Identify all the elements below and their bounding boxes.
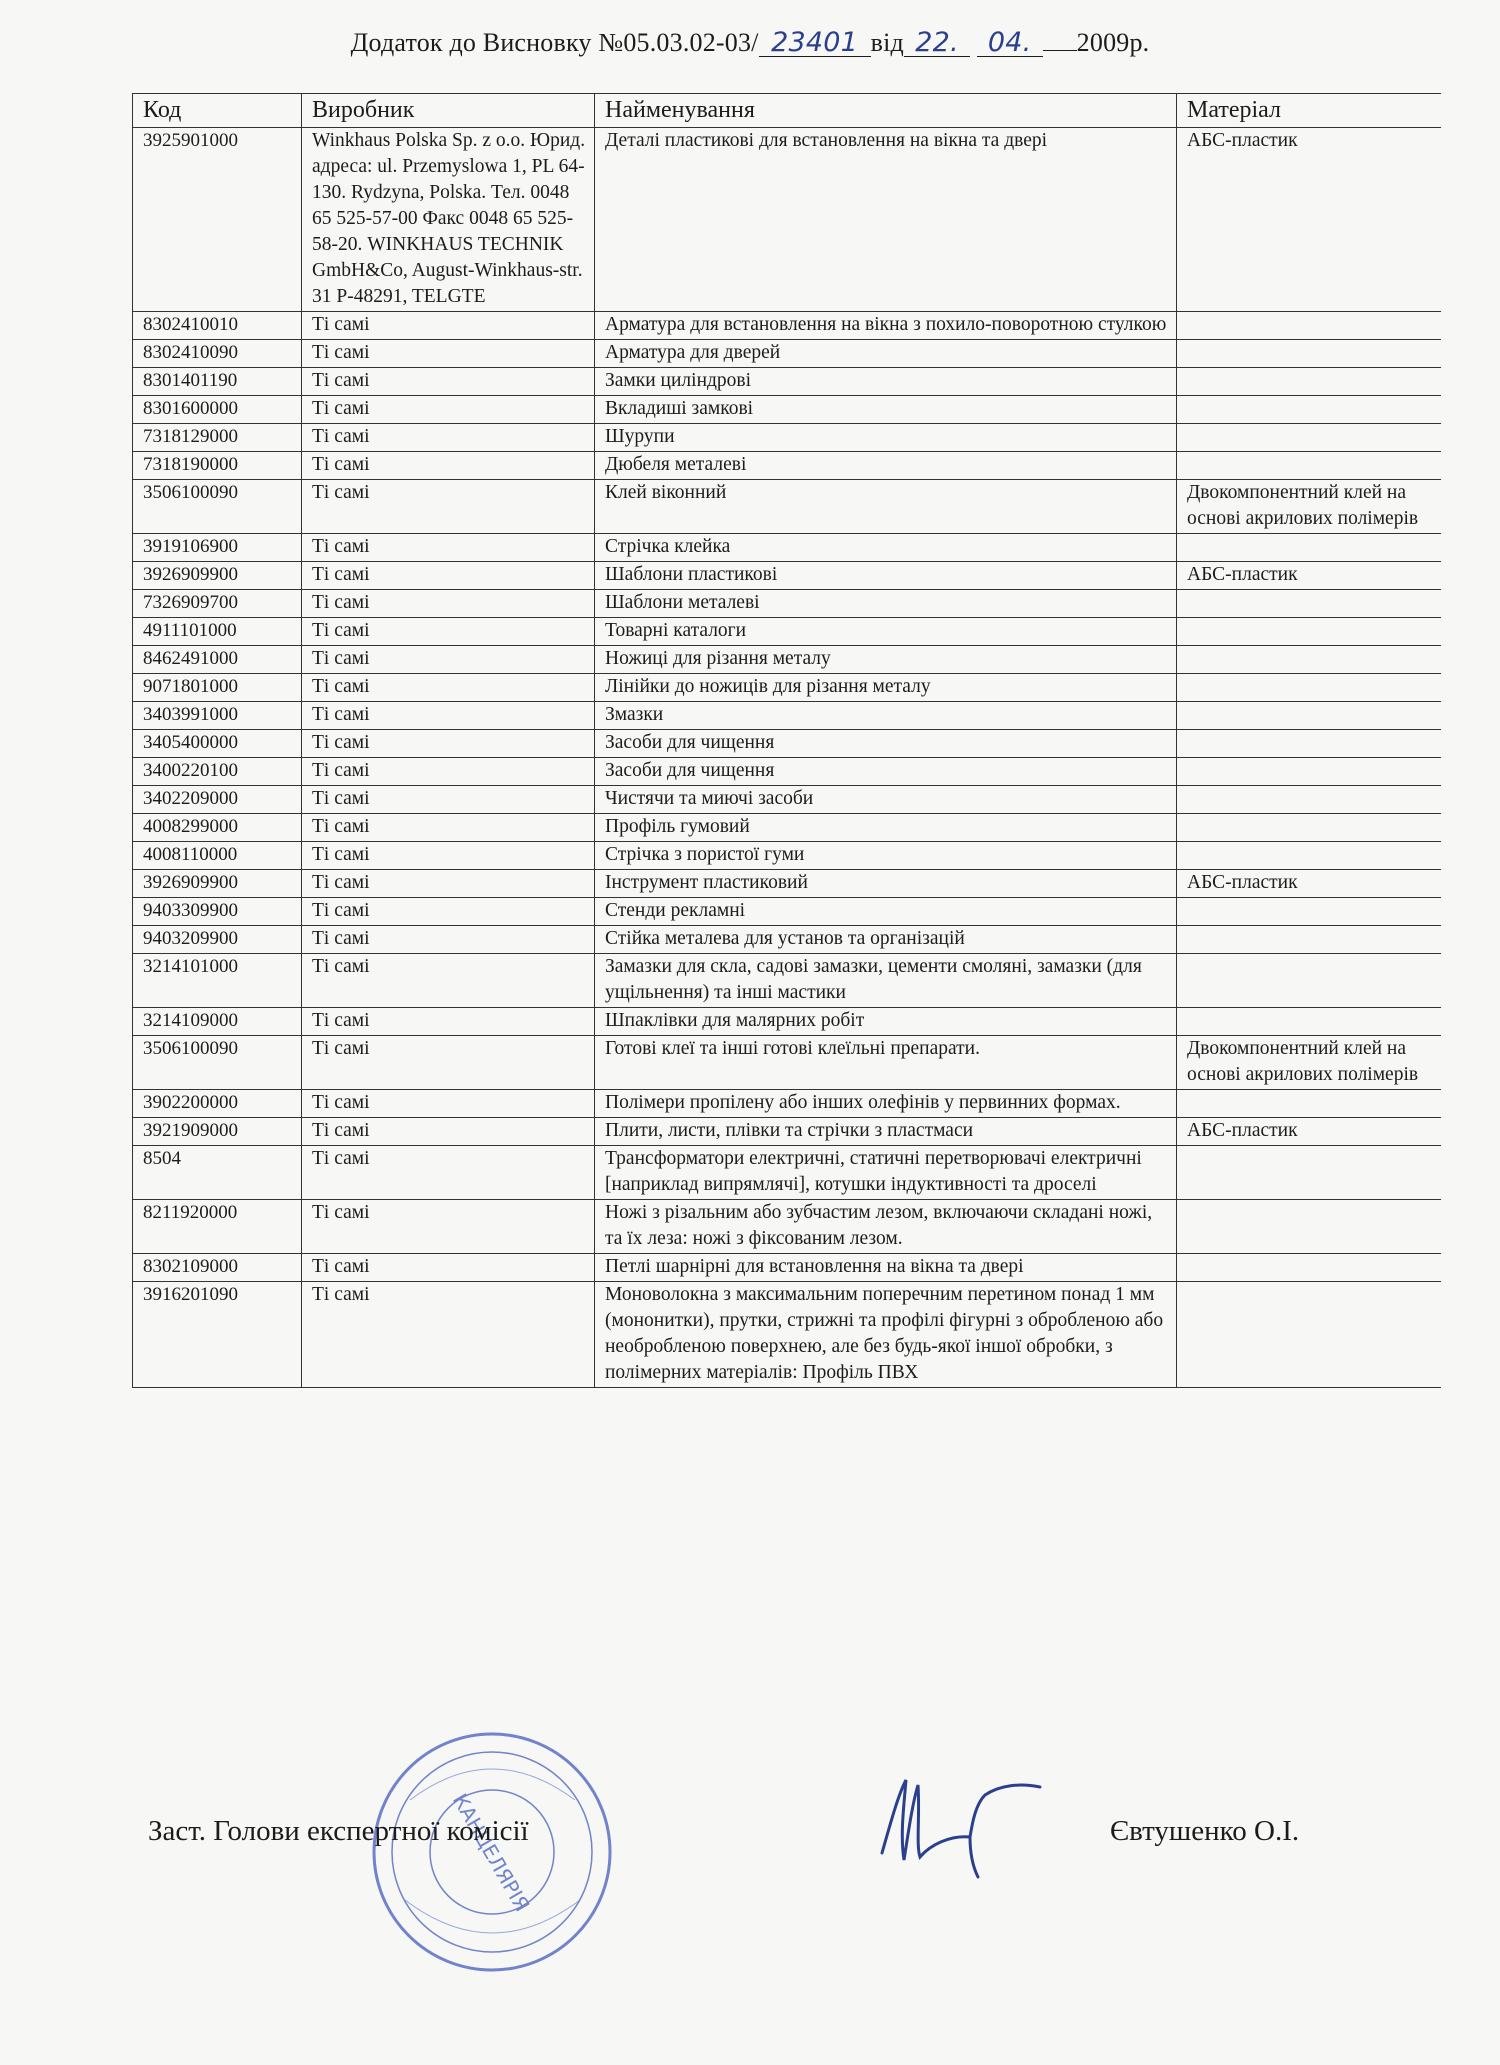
cell-name: Стрічка клейка — [595, 534, 1177, 562]
table-row — [133, 1146, 1441, 1200]
cell-maker: Ті самі — [302, 1008, 595, 1036]
cell-material — [1177, 926, 1441, 954]
cell-name: Арматура для встановлення на вікна з похило-поворотною стулкою — [595, 312, 1177, 340]
cell-name: Плити, листи, плівки та стрічки з пластмаси — [595, 1118, 1177, 1146]
cell-name: Шаблони пластикові — [595, 562, 1177, 590]
cell-code: 3919106900 — [133, 534, 302, 562]
table-row — [133, 1282, 1441, 1388]
table-row — [133, 312, 1441, 340]
table-row — [133, 396, 1441, 424]
cell-maker: Ті самі — [302, 340, 595, 368]
cell-name: Замки циліндрові — [595, 368, 1177, 396]
table-row — [133, 646, 1441, 674]
cell-name: Трансформатори електричні, статичні перетворювачі електричні [наприклад випрямлячі], котушки індуктивності та дроселі — [595, 1146, 1177, 1200]
cell-maker: Ті самі — [302, 590, 595, 618]
cell-code: 8462491000 — [133, 646, 302, 674]
title-from: від — [870, 28, 904, 57]
cell-maker: Ті самі — [302, 424, 595, 452]
cell-code: 3506100090 — [133, 1036, 302, 1090]
cell-code: 3902200000 — [133, 1090, 302, 1118]
cell-code: 7326909700 — [133, 590, 302, 618]
cell-maker: Ті самі — [302, 1282, 595, 1388]
cell-material — [1177, 646, 1441, 674]
cell-name: Петлі шарнірні для встановлення на вікна та двері — [595, 1254, 1177, 1282]
cell-material: АБС-пластик — [1177, 562, 1441, 590]
cell-code: 8302410090 — [133, 340, 302, 368]
table-row — [133, 368, 1441, 396]
table-row — [133, 758, 1441, 786]
cell-name: Засоби для чищення — [595, 758, 1177, 786]
cell-maker: Ті самі — [302, 618, 595, 646]
cell-name: Вкладиші замкові — [595, 396, 1177, 424]
cell-maker: Ті самі — [302, 1200, 595, 1254]
cell-code: 8504 — [133, 1146, 302, 1200]
cell-maker: Ті самі — [302, 1254, 595, 1282]
cell-maker: Ті самі — [302, 1090, 595, 1118]
title-year: 2009р. — [1076, 28, 1150, 57]
cell-material — [1177, 312, 1441, 340]
cell-name: Моноволокна з максимальним поперечним перетином понад 1 мм (мононитки), прутки, стрижні та профілі фігурні з обробленою або необробленою поверхнею, але без будь-якої іншої обробки, з полімерних матеріалів: Профіль ПВХ — [595, 1282, 1177, 1388]
cell-material — [1177, 730, 1441, 758]
title-prefix: Додаток до Висновку №05.03.02-03/ — [350, 28, 759, 57]
cell-code: 3926909900 — [133, 870, 302, 898]
cell-code: 9071801000 — [133, 674, 302, 702]
cell-code: 4911101000 — [133, 618, 302, 646]
table-row — [133, 730, 1441, 758]
cell-code: 4008299000 — [133, 814, 302, 842]
products-table — [132, 93, 1441, 1388]
cell-name: Шаблони металеві — [595, 590, 1177, 618]
cell-maker: Winkhaus Polska Sp. z o.o. Юрид. адреса: ul. Przemyslowa 1, PL 64-130. Rydzyna, Polska. Тел. 0048 65 525-57-00 Факс 0048 65 525-58-20. WINKHAUS TECHNIK GmbH&Co, August-Winkhaus-str. 31 P-48291, TELGTE — [302, 128, 595, 312]
cell-maker: Ті самі — [302, 954, 595, 1008]
cell-material — [1177, 842, 1441, 870]
cell-material — [1177, 396, 1441, 424]
cell-maker: Ті самі — [302, 312, 595, 340]
cell-material — [1177, 758, 1441, 786]
table-row — [133, 814, 1441, 842]
cell-maker: Ті самі — [302, 674, 595, 702]
cell-maker: Ті самі — [302, 870, 595, 898]
cell-code: 3916201090 — [133, 1282, 302, 1388]
cell-name: Дюбеля металеві — [595, 452, 1177, 480]
cell-name: Товарні каталоги — [595, 618, 1177, 646]
cell-material — [1177, 898, 1441, 926]
cell-code: 3403991000 — [133, 702, 302, 730]
cell-name: Клей віконний — [595, 480, 1177, 534]
table-row — [133, 954, 1441, 1008]
cell-maker: Ті самі — [302, 702, 595, 730]
column-header-material: Матеріал — [1177, 94, 1441, 128]
table-row — [133, 898, 1441, 926]
cell-material — [1177, 1090, 1441, 1118]
official-stamp — [370, 1730, 615, 1975]
cell-material — [1177, 1254, 1441, 1282]
cell-code: 9403309900 — [133, 898, 302, 926]
cell-code: 3926909900 — [133, 562, 302, 590]
table-row — [133, 452, 1441, 480]
table-row — [133, 424, 1441, 452]
cell-name: Шурупи — [595, 424, 1177, 452]
table-row — [133, 1036, 1441, 1090]
cell-maker: Ті самі — [302, 898, 595, 926]
cell-material — [1177, 534, 1441, 562]
table-row — [133, 926, 1441, 954]
cell-code: 3506100090 — [133, 480, 302, 534]
cell-code: 3400220100 — [133, 758, 302, 786]
cell-name: Стенди рекламні — [595, 898, 1177, 926]
cell-maker: Ті самі — [302, 368, 595, 396]
cell-material — [1177, 674, 1441, 702]
cell-material — [1177, 1282, 1441, 1388]
cell-material — [1177, 702, 1441, 730]
table-row — [133, 562, 1441, 590]
cell-code: 8301600000 — [133, 396, 302, 424]
cell-material — [1177, 368, 1441, 396]
cell-name: Профіль гумовий — [595, 814, 1177, 842]
cell-name: Стрічка з пористої гуми — [595, 842, 1177, 870]
cell-name: Засоби для чищення — [595, 730, 1177, 758]
cell-material — [1177, 1008, 1441, 1036]
cell-name: Деталі пластикові для встановлення на вікна та двері — [595, 128, 1177, 312]
cell-maker: Ті самі — [302, 480, 595, 534]
cell-name: Змазки — [595, 702, 1177, 730]
cell-maker: Ті самі — [302, 926, 595, 954]
table-body — [133, 128, 1441, 1388]
cell-material: АБС-пластик — [1177, 1118, 1441, 1146]
cell-material — [1177, 424, 1441, 452]
cell-maker: Ті самі — [302, 814, 595, 842]
cell-material: Двокомпонентний клей на основі акрилових полімерів — [1177, 480, 1441, 534]
cell-name: Чистячи та миючі засоби — [595, 786, 1177, 814]
table-row — [133, 340, 1441, 368]
column-header-name: Найменування — [595, 94, 1177, 128]
cell-maker: Ті самі — [302, 842, 595, 870]
cell-material — [1177, 340, 1441, 368]
table-row — [133, 534, 1441, 562]
table-row — [133, 1090, 1441, 1118]
handwritten-month: 04. — [977, 29, 1043, 57]
cell-maker: Ті самі — [302, 786, 595, 814]
cell-material — [1177, 954, 1441, 1008]
cell-name: Шпаклівки для малярних робіт — [595, 1008, 1177, 1036]
table-row — [133, 870, 1441, 898]
cell-code: 3405400000 — [133, 730, 302, 758]
commission-deputy-label: Заст. Голови експертної комісії — [148, 1815, 529, 1847]
cell-code: 9403209900 — [133, 926, 302, 954]
table-row — [133, 480, 1441, 534]
handwritten-day: 22. — [904, 29, 970, 57]
cell-code: 8301401190 — [133, 368, 302, 396]
cell-code: 8302109000 — [133, 1254, 302, 1282]
cell-maker: Ті самі — [302, 1146, 595, 1200]
cell-code: 3925901000 — [133, 128, 302, 312]
signatory-name: Євтушенко О.І. — [1110, 1815, 1300, 1847]
table-header-row — [133, 94, 1441, 128]
cell-maker: Ті самі — [302, 1036, 595, 1090]
cell-material — [1177, 1200, 1441, 1254]
cell-maker: Ті самі — [302, 396, 595, 424]
cell-material — [1177, 590, 1441, 618]
table-row — [133, 1008, 1441, 1036]
table-row — [133, 590, 1441, 618]
table-row — [133, 128, 1441, 312]
cell-code: 7318129000 — [133, 424, 302, 452]
cell-material — [1177, 1146, 1441, 1200]
handwritten-signature — [860, 1765, 1060, 1885]
cell-code: 3214101000 — [133, 954, 302, 1008]
cell-name: Ножиці для різання металу — [595, 646, 1177, 674]
handwritten-number: 23401 — [759, 29, 871, 57]
cell-maker: Ті самі — [302, 646, 595, 674]
cell-maker: Ті самі — [302, 534, 595, 562]
underline-blank — [1043, 50, 1077, 51]
cell-name: Арматура для дверей — [595, 340, 1177, 368]
table-row — [133, 1200, 1441, 1254]
cell-maker: Ті самі — [302, 730, 595, 758]
cell-material — [1177, 814, 1441, 842]
cell-code: 3402209000 — [133, 786, 302, 814]
cell-material: Двокомпонентний клей на основі акрилових полімерів — [1177, 1036, 1441, 1090]
cell-name: Ножі з різальним або зубчастим лезом, включаючи складані ножі, та їх леза: ножі з фіксованим лезом. — [595, 1200, 1177, 1254]
table-row — [133, 1118, 1441, 1146]
cell-material: АБС-пластик — [1177, 870, 1441, 898]
cell-code: 3214109000 — [133, 1008, 302, 1036]
column-header-maker: Виробник — [302, 94, 595, 128]
table-row — [133, 842, 1441, 870]
stamp-center-text: КАНЦЕЛЯРІЯ — [447, 1789, 535, 1916]
cell-code: 4008110000 — [133, 842, 302, 870]
column-header-code: Код — [133, 94, 302, 128]
cell-code: 3921909000 — [133, 1118, 302, 1146]
cell-maker: Ті самі — [302, 562, 595, 590]
table-row — [133, 618, 1441, 646]
cell-code: 7318190000 — [133, 452, 302, 480]
cell-name: Лінійки до ножиців для різання металу — [595, 674, 1177, 702]
document-title — [0, 28, 1500, 58]
cell-name: Готові клеї та інші готові клеїльні препарати. — [595, 1036, 1177, 1090]
cell-maker: Ті самі — [302, 1118, 595, 1146]
table-row — [133, 786, 1441, 814]
cell-maker: Ті самі — [302, 452, 595, 480]
cell-name: Полімери пропілену або інших олефінів у первинних формах. — [595, 1090, 1177, 1118]
cell-name: Стійка металева для установ та організацій — [595, 926, 1177, 954]
cell-name: Замазки для скла, садові замазки, цементи смоляні, замазки (для ущільнення) та інші мастики — [595, 954, 1177, 1008]
cell-code: 8211920000 — [133, 1200, 302, 1254]
cell-material: АБС-пластик — [1177, 128, 1441, 312]
cell-material — [1177, 452, 1441, 480]
cell-maker: Ті самі — [302, 758, 595, 786]
table-row — [133, 1254, 1441, 1282]
cell-name: Інструмент пластиковий — [595, 870, 1177, 898]
table-row — [133, 702, 1441, 730]
cell-material — [1177, 618, 1441, 646]
cell-code: 8302410010 — [133, 312, 302, 340]
cell-material — [1177, 786, 1441, 814]
table-row — [133, 674, 1441, 702]
